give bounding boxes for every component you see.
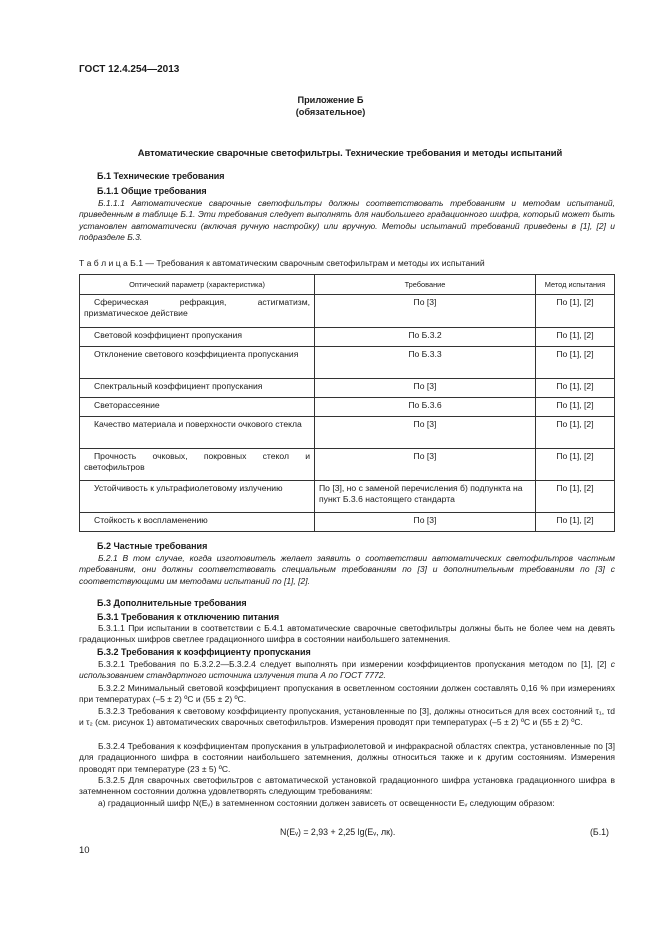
formula-number: (Б.1) — [590, 827, 609, 837]
col-header-requirement: Требование — [315, 275, 536, 295]
appendix-heading — [0, 94, 661, 118]
cell-requirement: По Б.3.3 — [315, 347, 536, 379]
appendix-title: Приложение Б — [297, 95, 364, 105]
requirements-table — [79, 274, 615, 532]
cell-method: По [1], [2] — [536, 398, 615, 417]
section-b11-heading: Б.1.1 Общие требования — [97, 186, 207, 196]
paragraph-b321-text: Б.3.2.1 Требования по Б.3.2.2—Б.3.2.4 следует выполнять при измерении коэффициентов пропускания методом по [1], [2] — [98, 659, 611, 669]
table-caption: Т а б л и ц а Б.1 — Требования к автоматическим сварочным светофильтрам и методы их испытаний — [79, 258, 485, 268]
cell-parameter: Устойчивость к ультрафиолетовому излучению — [80, 481, 315, 513]
cell-method: По [1], [2] — [536, 481, 615, 513]
formula-b1: N(Eᵥ) = 2,93 + 2,25 lg(Eᵥ, лк). — [280, 827, 396, 837]
cell-parameter: Спектральный коэффициент пропускания — [80, 379, 315, 398]
document-title: Автоматические сварочные светофильтры. Технические требования и методы испытаний — [137, 147, 563, 158]
paragraph-b111: Б.1.1.1 Автоматические сварочные светофильтры должны соответствовать требованиям и методам испытаний, приведенным в таблице Б.1. Эти требования следует выполнять для наибольшего градационного шифра, который может быть установлен автоматически (включая ручную настройку) или вручную. Методы испытаний требований приведены в [1], [2] и подразделе Б.3. — [79, 198, 615, 243]
cell-parameter: Сферическая рефракция, астигматизм, призматическое действие — [80, 295, 315, 328]
cell-requirement: По [3], но с заменой перечисления б) подпункта на пункт Б.3.6 настоящего стандарта — [315, 481, 536, 513]
cell-requirement: По [3] — [315, 417, 536, 449]
cell-method: По [1], [2] — [536, 379, 615, 398]
cell-method: По [1], [2] — [536, 347, 615, 379]
cell-parameter: Стойкость к воспламенению — [80, 513, 315, 532]
cell-parameter: Световой коэффициент пропускания — [80, 328, 315, 347]
cell-method: По [1], [2] — [536, 417, 615, 449]
col-header-method: Метод испытания — [536, 275, 615, 295]
cell-requirement: По Б.3.2 — [315, 328, 536, 347]
table-row — [80, 513, 615, 532]
table-row — [80, 347, 615, 379]
cell-parameter: Светорассеяние — [80, 398, 315, 417]
paragraph-b323: Б.3.2.3 Требования к световому коэффициенту пропускания, установленные по [3], должны относиться для всех состояний τ₁, τd и τ₂ (см. рисунок 1) автоматических сварочных светофильтров. Измерения проводят при температурах (–5 ± 2) ºС и (55 ± 2) ºС. — [79, 706, 615, 728]
table-row — [80, 398, 615, 417]
paragraph-b322: Б.3.2.2 Минимальный световой коэффициент пропускания в осветленном состоянии должен составлять 0,16 % при измерениях при температурах (–5 ± 2) ºС и (55 ± 2) ºС. — [79, 683, 615, 705]
cell-method: По [1], [2] — [536, 513, 615, 532]
table-row — [80, 481, 615, 513]
paragraph-b325: Б.3.2.5 Для сварочных светофильтров с автоматической установкой градационного шифра установка градационного шифра в затемненном состоянии должна удовлетворять следующим требованиям: — [79, 775, 615, 797]
section-b32-heading: Б.3.2 Требования к коэффициенту пропускания — [97, 647, 311, 657]
cell-requirement: По Б.3.6 — [315, 398, 536, 417]
cell-method: По [1], [2] — [536, 449, 615, 481]
section-b1-heading: Б.1 Технические требования — [97, 171, 225, 181]
paragraph-b324: Б.3.2.4 Требования к коэффициентам пропускания в ультрафиолетовой и инфракрасной областях спектра, установленные по [3] для градационного шифра в состоянии наибольшего затемнения, должны относиться также и к другим состояниям. Измерения проводят при температуре (23 ± 5) ºС. — [79, 741, 615, 774]
section-b3-heading: Б.3 Дополнительные требования — [97, 598, 247, 608]
table-row — [80, 449, 615, 481]
table-row — [80, 379, 615, 398]
table-header-row — [80, 275, 615, 295]
table-row — [80, 295, 615, 328]
cell-requirement: По [3] — [315, 379, 536, 398]
cell-parameter: Отклонение светового коэффициента пропускания — [80, 347, 315, 379]
paragraph-b321-italic: с использованием стандартного источника излучения типа А по ГОСТ 7772. — [79, 659, 615, 681]
cell-requirement: По [3] — [315, 295, 536, 328]
cell-requirement: По [3] — [315, 513, 536, 532]
paragraph-b311: Б.3.1.1 При испытании в соответствии с Б.4.1 автоматические сварочные светофильтры должны быть не более чем на девять градационных шифров светлее градационного шифра в состоянии наибольшего затемнения. — [79, 623, 615, 645]
cell-requirement: По [3] — [315, 449, 536, 481]
table-row — [80, 328, 615, 347]
cell-parameter: Качество материала и поверхности очкового стекла — [80, 417, 315, 449]
paragraph-b321 — [79, 659, 615, 682]
table-row — [80, 417, 615, 449]
page-number: 10 — [79, 845, 90, 856]
section-b2-heading: Б.2 Частные требования — [97, 541, 208, 551]
appendix-subtitle: (обязательное) — [295, 107, 366, 117]
cell-method: По [1], [2] — [536, 295, 615, 328]
cell-parameter: Прочность очковых, покровных стекол и светофильтров — [80, 449, 315, 481]
list-item-a: а) градационный шифр N(Eᵥ) в затемненном состоянии должен зависеть от освещенности Eᵥ следующим образом: — [98, 798, 555, 808]
paragraph-b21: Б.2.1 В том случае, когда изготовитель желает заявить о соответствии автоматических светофильтров частным требованиям, они должны соответствовать специальным требованиям по [3] и дополнительным требованиям по [3] с соответствующими им методами испытаний по [1], [2]. — [79, 553, 615, 586]
cell-method: По [1], [2] — [536, 328, 615, 347]
col-header-parameter: Оптический параметр (характеристика) — [80, 275, 315, 295]
section-b31-heading: Б.3.1 Требования к отключению питания — [97, 612, 280, 622]
document-header: ГОСТ 12.4.254—2013 — [79, 64, 180, 75]
